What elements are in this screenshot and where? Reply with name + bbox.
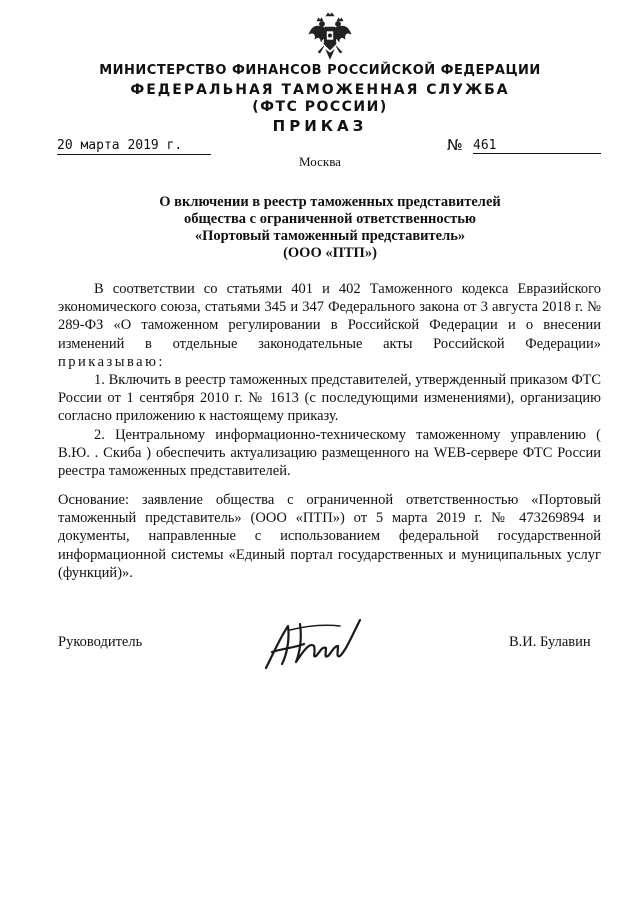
service-abbreviation: (ФТС РОССИИ) — [252, 99, 388, 115]
title-line: О включении в реестр таможенных представителей — [159, 194, 501, 210]
ministry-name: МИНИСТЕРСТВО ФИНАНСОВ РОССИЙСКОЙ ФЕДЕРАЦИИ — [99, 63, 541, 78]
service-name: ФЕДЕРАЛЬНАЯ ТАМОЖЕННАЯ СЛУЖБА — [130, 82, 510, 98]
coat-of-arms-emblem-icon — [307, 12, 353, 62]
basis-paragraph: Основание: заявление общества с ограниченной ответственностью «Портовый таможенный представитель» (ООО «ПТП») от 5 марта 2019 г. № 473269894 и документы, направленные с использованием федеральной государственной информационной системы «Единый портал государственных и муниципальных услуг (функций)». — [58, 492, 601, 581]
city: Москва — [299, 154, 341, 169]
document-type: ПРИКАЗ — [272, 117, 368, 135]
preamble-text: В соответствии со статьями 401 и 402 Таможенного кодекса Евразийского экономического союза, статьями 345 и 347 Федерального закона от 3 августа 2018 г. № 289-ФЗ «О таможенном регулировании в Российской Федерации и о внесении изменений в отдельные законодательные акты Российской Федерации» — [58, 281, 601, 352]
number-sign: № — [447, 136, 463, 154]
signatory-role: Руководитель — [58, 634, 143, 650]
order-item-1: 1. Включить в реестр таможенных представителей, утвержденный приказом ФТС России от 1 сентября 2010 г. № 1613 (с последующими изменениями), организацию согласно приложению к настоящему приказу. — [58, 372, 601, 425]
order-word: приказываю: — [58, 353, 165, 370]
order-item-2: 2. Центральному информационно-техническому таможенному управлению ( В.Ю. . Скиба ) обеспечить актуализацию размещенного на WEB-сервере ФТС России реестра таможенных представителей. — [58, 426, 601, 480]
title-line: общества с ограниченной ответственностью — [184, 211, 476, 227]
title-line: «Портовый таможенный представитель» — [194, 228, 466, 244]
order-title — [80, 194, 580, 262]
order-body — [58, 280, 601, 480]
handwritten-signature-icon — [260, 612, 368, 676]
preamble-paragraph — [58, 280, 601, 371]
order-number-block — [447, 136, 601, 154]
signatory-name: В.И. Булавин — [509, 634, 591, 650]
order-date: 20 марта 2019 г. — [57, 138, 211, 155]
title-line: (ООО «ПТП») — [283, 245, 377, 261]
order-number: 461 — [473, 138, 601, 154]
